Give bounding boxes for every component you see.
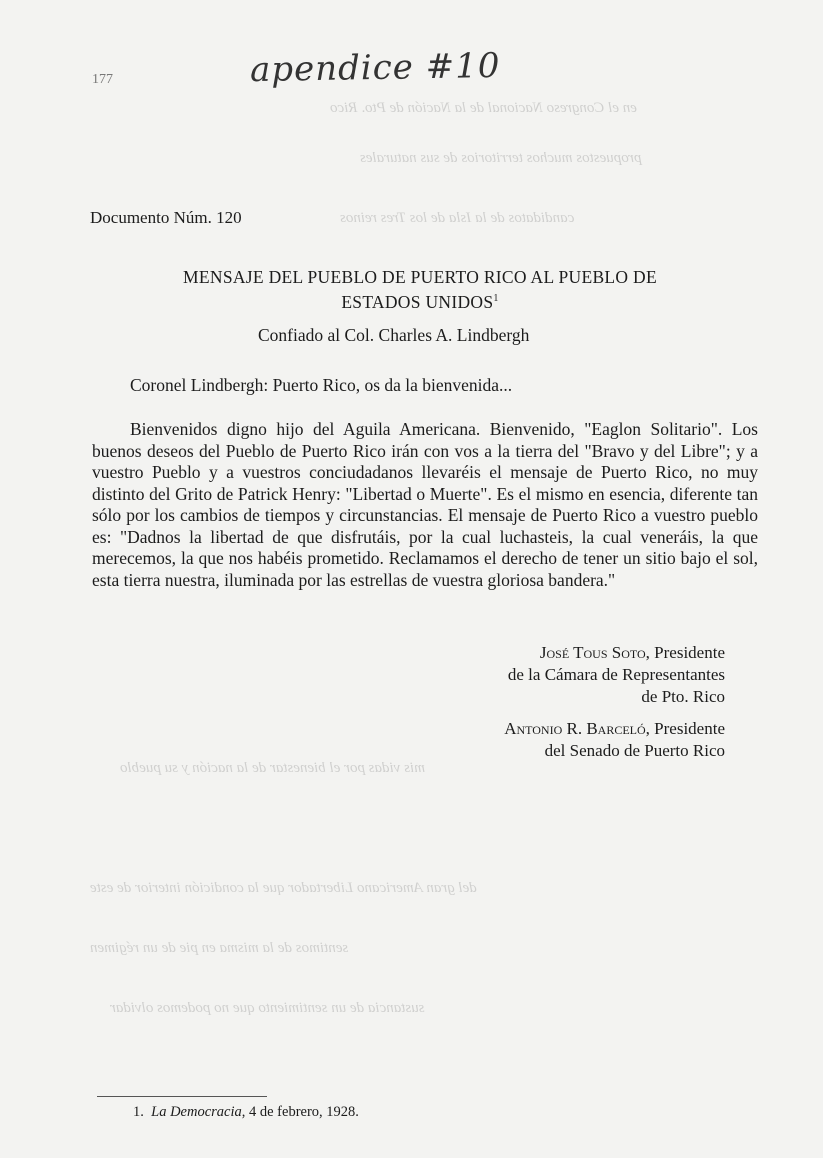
handwritten-note: apendice #10: [249, 45, 501, 91]
footnote-source: La Democracia: [151, 1104, 242, 1120]
title-line-2: ESTADOS UNIDOS: [341, 291, 494, 312]
signatory-name: José Tous Soto: [539, 643, 646, 662]
document-number: Documento Núm. 120: [90, 208, 242, 227]
bleed-through-text: candidatos de la Isla de los Tres reinos: [340, 210, 575, 226]
bleed-through-text: propuestos muchos territorios de sus naturales: [360, 150, 642, 166]
salutation: Coronel Lindbergh: Puerto Rico, os da la bienvenida...: [130, 375, 513, 395]
signatory-name: Antonio R. Barceló: [504, 719, 646, 738]
signatory-role: , Presidente: [645, 719, 725, 738]
signature-block-1: [400, 642, 725, 708]
footnote-number: 1.: [133, 1104, 144, 1120]
body-paragraph: Bienvenidos digno hijo del Aguila Americana. Bienvenido, "Eaglon Solitario". Los buenos deseos del Pueblo de Puerto Rico irán con vos a la tierra del "Bravo y del Libre"; y a vuestro Pueblo y a vuestros conciudadanos llevaréis el mensaje de Puerto Rico, no muy distinto del Grito de Patrick Henry: "Libertad o Muerte". Es el mismo en esencia, diferente tan sólo por los cambios de tiempos y circunstancias. El mensaje de Puerto Rico a vuestro pueblo es: "Dadnos la libertad de que disfrutáis, por la cual luchasteis, la cual veneráis, la que merecemos, la que nos habéis prometido. Reclamamos el derecho de tener un sitio bajo el sol, esta tierra nuestra, iluminada por las estrellas de vuestra gloriosa bandera.": [92, 419, 758, 590]
footnote-divider: [97, 1096, 267, 1097]
signatory-office-detail: de Pto. Rico: [641, 687, 725, 706]
signatory-role: , Presidente: [645, 643, 725, 662]
signature-block-2: [380, 718, 725, 762]
bleed-through-text: en el Congreso Nacional de la Nación de Pto. Rico: [330, 100, 637, 116]
title-line-1: MENSAJE DEL PUEBLO DE PUERTO RICO AL PUEBLO DE: [183, 267, 657, 287]
bleed-through-text: del gran Americano Libertador que la condición interior de este: [90, 880, 477, 896]
entrusted-line: Confiado al Col. Charles A. Lindbergh: [258, 325, 530, 345]
bleed-through-text: sustancia de un sentimiento que no podemos olvidar: [110, 1000, 425, 1016]
bleed-through-text: sentimos de la misma en pie de un régimen: [90, 940, 349, 956]
document-title: [110, 267, 730, 313]
bleed-through-text: mis vidas por el bienestar de la nación y su pueblo: [120, 760, 425, 776]
signatory-office: del Senado de Puerto Rico: [544, 741, 725, 760]
page-number: 177: [92, 72, 113, 87]
title-footnote-mark: 1: [493, 293, 499, 304]
signatory-office: de la Cámara de Representantes: [507, 665, 725, 684]
footnote: [133, 1104, 359, 1121]
footnote-date: , 4 de febrero, 1928.: [241, 1104, 359, 1120]
